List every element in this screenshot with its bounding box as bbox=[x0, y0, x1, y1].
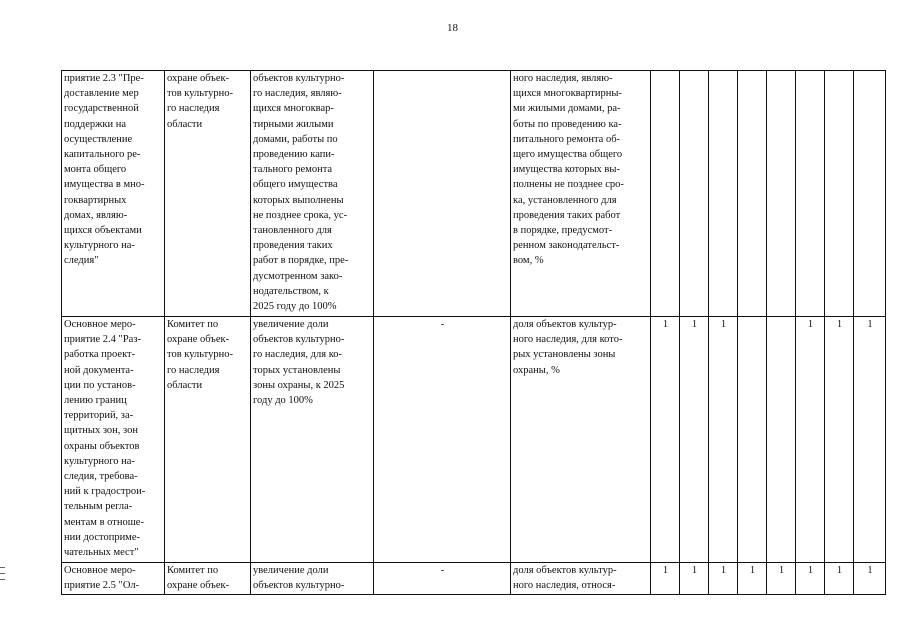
result-cell: увеличение доли объектов культурно- го наследия, для ко- торых установлены зоны охраны, к 2025 году до 100% bbox=[251, 317, 374, 563]
value-cell: 1 bbox=[825, 563, 854, 595]
value-cell: 1 bbox=[854, 563, 886, 595]
executor-cell: Комитет по охране объек- тов культурно- го наследия области bbox=[165, 317, 251, 563]
value-cell bbox=[738, 317, 767, 563]
value-cell bbox=[825, 71, 854, 317]
value-cell: 1 bbox=[825, 317, 854, 563]
scan-margin-mark bbox=[0, 573, 5, 574]
result-cell: увеличение доли объектов культурно- bbox=[251, 563, 374, 595]
scan-margin-mark bbox=[0, 579, 5, 580]
scan-margin-mark bbox=[0, 567, 5, 568]
program-events-table bbox=[61, 70, 886, 595]
value-cell: 1 bbox=[854, 317, 886, 563]
executor-cell: охране объек- тов культурно- го наследия области bbox=[165, 71, 251, 317]
event-cell: Основное меро- приятие 2.5 "Ол- bbox=[62, 563, 165, 595]
event-cell: приятие 2.3 "Пре- доставление мер государственной поддержки на осуществление капитального ре- монта общего имущества в мно- гоквартирных домах, являю- щихся объектами культурного на- следия" bbox=[62, 71, 165, 317]
value-cell: 1 bbox=[796, 317, 825, 563]
value-cell: 1 bbox=[651, 317, 680, 563]
indicator-cell: доля объектов культур- ного наследия, относя- bbox=[511, 563, 651, 595]
risk-cell: - bbox=[374, 563, 511, 595]
value-cell: 1 bbox=[738, 563, 767, 595]
result-cell: объектов культурно- го наследия, являю- щихся многоквар- тирными жилыми домами, работы по проведению капи- тального ремонта общего имущества которых выполнены не позднее срока, ус- тановленного для проведения таких работ в порядке, пре- дусмотренном зако- нодательством, к 2025 году до 100% bbox=[251, 71, 374, 317]
value-cell: 1 bbox=[651, 563, 680, 595]
event-cell: Основное меро- приятие 2.4 "Раз- работка проект- ной документа- ции по установ- лению границ территорий, за- щитных зон, зон охраны объектов культурного на- следия, требова- ний к градострои- тельным регла- ментам в отноше- нии достоприме- чательных мест" bbox=[62, 317, 165, 563]
value-cell bbox=[680, 71, 709, 317]
table-row bbox=[62, 317, 886, 563]
table-row bbox=[62, 563, 886, 595]
indicator-cell: ного наследия, являю- щихся многоквартирны- ми жилыми домами, ра- боты по проведению ка- питального ремонта об- щего имущества общего имущества которых вы- полнены не позднее сро- ка, установленного для проведения таких работ в порядке, предусмот- ренном законодательст- вом, % bbox=[511, 71, 651, 317]
risk-cell bbox=[374, 71, 511, 317]
value-cell bbox=[767, 317, 796, 563]
risk-cell: - bbox=[374, 317, 511, 563]
value-cell bbox=[796, 71, 825, 317]
value-cell bbox=[709, 71, 738, 317]
value-cell: 1 bbox=[709, 317, 738, 563]
value-cell: 1 bbox=[796, 563, 825, 595]
value-cell: 1 bbox=[680, 563, 709, 595]
table-row bbox=[62, 71, 886, 317]
value-cell bbox=[854, 71, 886, 317]
executor-cell: Комитет по охране объек- bbox=[165, 563, 251, 595]
value-cell: 1 bbox=[767, 563, 796, 595]
indicator-cell: доля объектов культур- ного наследия, для кото- рых установлены зоны охраны, % bbox=[511, 317, 651, 563]
value-cell: 1 bbox=[709, 563, 738, 595]
value-cell: 1 bbox=[680, 317, 709, 563]
page-number: 18 bbox=[447, 22, 458, 34]
value-cell bbox=[767, 71, 796, 317]
value-cell bbox=[651, 71, 680, 317]
value-cell bbox=[738, 71, 767, 317]
